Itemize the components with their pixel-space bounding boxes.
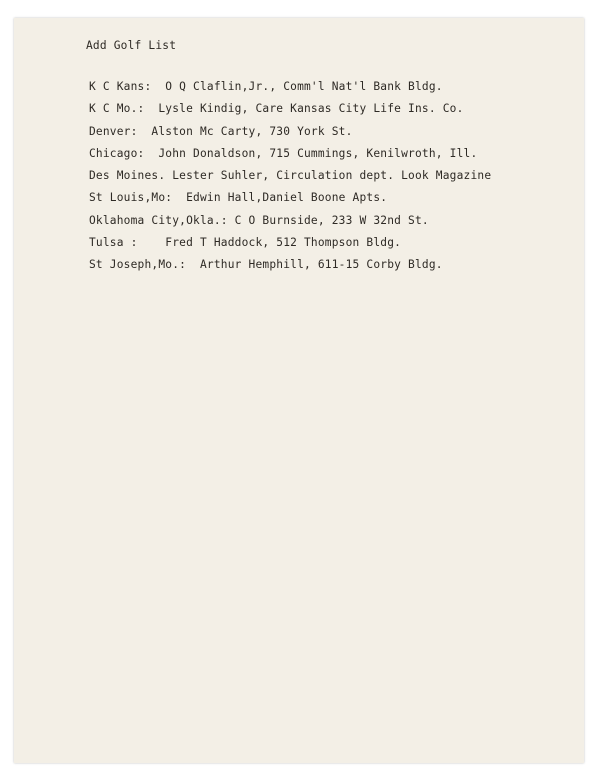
list-item: Denver: Alston Mc Carty, 730 York St. [89,124,353,138]
list-item: Tulsa : Fred T Haddock, 512 Thompson Bldg. [89,236,402,250]
list-item: St Louis,Mo: Edwin Hall,Daniel Boone Apts. [89,191,388,205]
golf-list [89,80,491,281]
list-item: St Joseph,Mo.: Arthur Hemphill, 611-15 Corby Bldg. [89,258,443,272]
document-page [14,18,584,763]
document-title: Add Golf List [86,39,177,52]
list-item: K C Mo.: Lysle Kindig, Care Kansas City Life Ins. Co. [89,102,464,116]
list-item: Oklahoma City,Okla.: C O Burnside, 233 W 32nd St. [89,213,429,227]
list-item: Des Moines. Lester Suhler, Circulation dept. Look Magazine [89,169,492,183]
list-item: K C Kans: O Q Claflin,Jr., Comm'l Nat'l Bank Bldg. [89,80,443,93]
list-item: Chicago: John Donaldson, 715 Cummings, Kenilwroth, Ill. [89,146,478,160]
